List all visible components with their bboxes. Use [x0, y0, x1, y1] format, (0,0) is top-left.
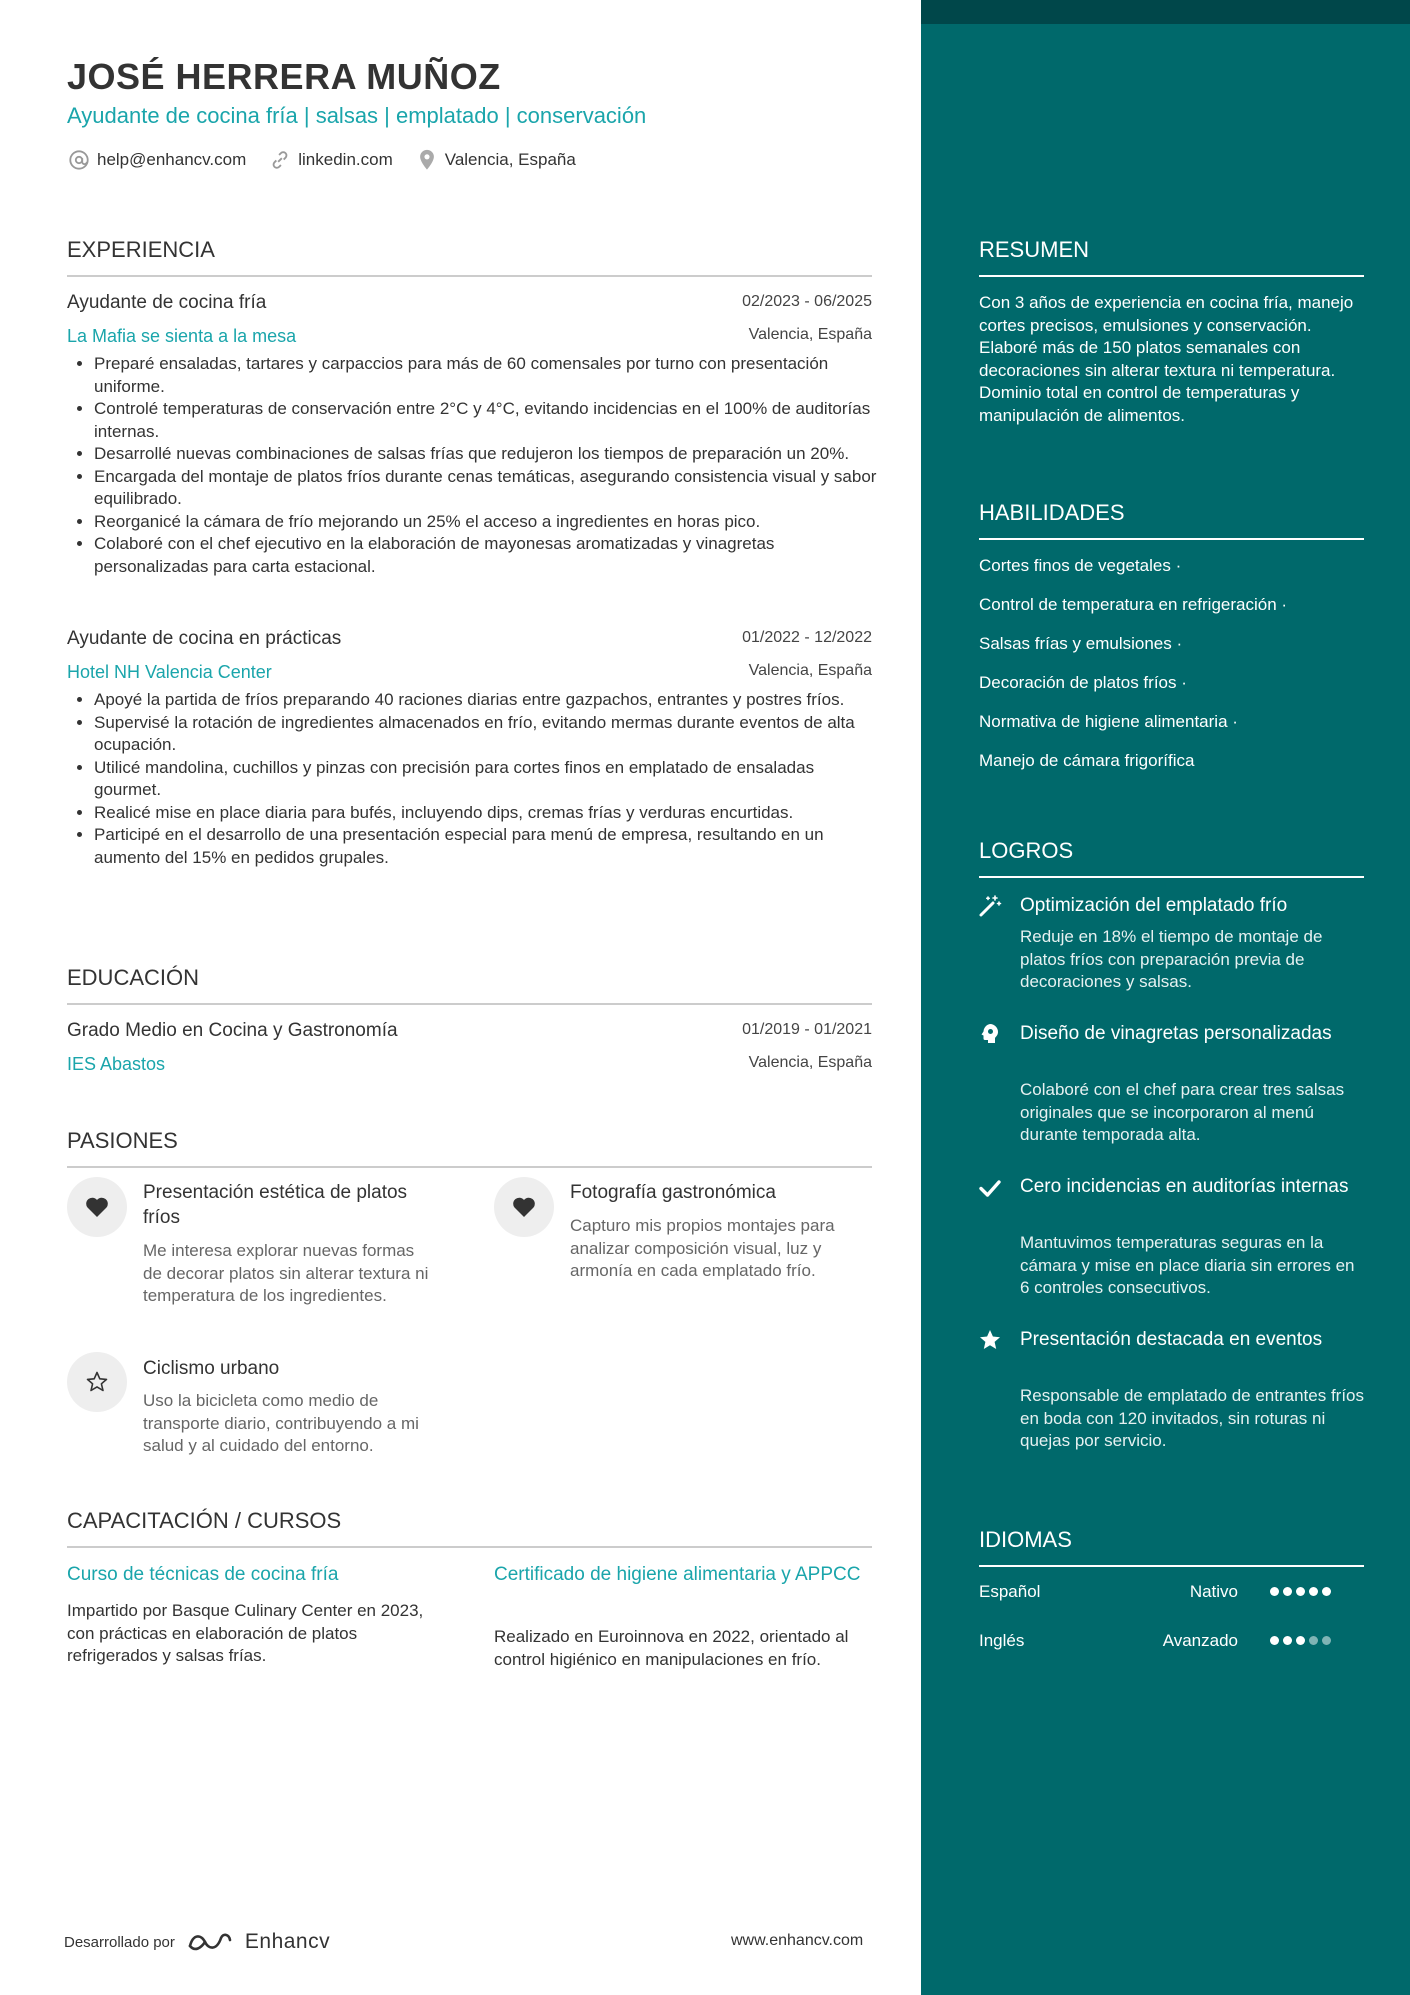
achievement-2-desc: Colaboré con el chef para crear tres salsas originales que se incorporaron al menú durante temporada alta. [1020, 1080, 1345, 1144]
list-item: • Supervisé la rotación de ingredientes almacenados en frío, evitando mermas durante eventos de alta ocupación. [94, 712, 877, 757]
at-icon [67, 148, 91, 172]
skill-item: Control de temperatura en refrigeración · [979, 595, 1288, 614]
passion-2-title: Fotografía gastronómica [570, 1182, 776, 1203]
rating-dot [1270, 1587, 1279, 1596]
passion-2-icon-wrap [494, 1177, 554, 1237]
language-2-level: Avanzado [1162, 1631, 1238, 1650]
passion-1-icon-wrap [67, 1177, 127, 1237]
list-item: • Controlé temperaturas de conservación entre 2°C y 4°C, evitando incidencias en el 100% de auditorías internas. [94, 398, 877, 443]
footer-powered-by: Desarrollado por [64, 1933, 175, 1951]
lightbulb-head-icon [977, 1021, 1003, 1047]
language-1-rating [1270, 1587, 1331, 1596]
languages-divider [979, 1565, 1364, 1567]
heart-icon [512, 1196, 536, 1218]
location-pin-icon [415, 148, 439, 172]
contact-bar [67, 148, 576, 172]
contact-email-text: help@enhancv.com [97, 150, 247, 169]
footer-branding [64, 1930, 330, 1954]
language-1-level: Nativo [1189, 1582, 1238, 1601]
skills-divider [979, 538, 1364, 540]
passion-3-title: Ciclismo urbano [143, 1358, 280, 1379]
list-item: • Colaboré con el chef ejecutivo en la elaboración de mayonesas aromatizadas y vinagretas personalizadas para carta estacional. [94, 533, 877, 578]
sidebar [921, 0, 1410, 1995]
skill-label: Salsas frías y emulsiones [979, 634, 1172, 653]
achievement-3-title: Cero incidencias en auditorías internas [1020, 1176, 1349, 1197]
contact-location-text: Valencia, España [444, 150, 576, 169]
rating-dot [1283, 1636, 1292, 1645]
skill-label: Control de temperatura en refrigeración [979, 595, 1277, 614]
skill-label: Decoración de platos fríos [979, 673, 1177, 692]
resume-headline: Ayudante de cocina fría | salsas | emplatado | conservación [67, 103, 647, 128]
list-item: • Utilicé mandolina, cuchillos y pinzas con precisión para cortes finos en emplatado de ensaladas gourmet. [94, 757, 877, 802]
list-item: • Participé en el desarrollo de una presentación especial para menú de empresa, resultando en un aumento del 15% en pedidos grupales. [94, 824, 877, 869]
achievement-2-title: Diseño de vinagretas personalizadas [1020, 1023, 1332, 1044]
achievement-3-desc: Mantuvimos temperaturas seguras en la cámara y mise en place diaria sin errores en 6 controles consecutivos. [1020, 1233, 1355, 1297]
skill-label: Cortes finos de vegetales [979, 556, 1171, 575]
magic-wand-icon [977, 893, 1003, 919]
list-item: • Encargada del montaje de platos fríos durante cenas temáticas, asegurando consistencia visual y sabor equilibrado. [94, 466, 877, 511]
education-divider [67, 1003, 872, 1005]
job-2-dates: 01/2022 - 12/2022 [742, 629, 872, 646]
skill-item: Normativa de higiene alimentaria · [979, 712, 1238, 731]
achievement-1-title: Optimización del emplatado frío [1020, 895, 1288, 916]
link-icon [268, 148, 292, 172]
list-item: • Reorganicé la cámara de frío mejorando un 25% el acceso a ingredientes en horas pico. [94, 511, 877, 534]
summary-text: Con 3 años de experiencia en cocina fría, manejo cortes precisos, emulsiones y conservación. Elaboré más de 150 platos semanales con decoraciones sin alterar textura ni temperatura. Dominio total en control de temperaturas y manipulación de alimentos. [979, 293, 1354, 425]
contact-location [415, 148, 576, 172]
passion-2-desc: Capturo mis propios montajes para analizar composición visual, luz y armonía en cada emplatado frío. [570, 1216, 835, 1280]
course-1-desc: Impartido por Basque Culinary Center en 2023, con prácticas en elaboración de platos refrigerados y salsas frías. [67, 1601, 424, 1665]
languages-heading: IDIOMAS [979, 1527, 1072, 1552]
heart-icon [85, 1196, 109, 1218]
list-item: • Preparé ensaladas, tartares y carpaccios para más de 60 comensales por turno con presentación uniforme. [94, 353, 877, 398]
education-heading: EDUCACIÓN [67, 965, 200, 990]
achievements-divider [979, 876, 1364, 878]
contact-website-text: linkedin.com [298, 150, 393, 169]
skill-item: Cortes finos de vegetales · [979, 556, 1182, 575]
course-1-title: Curso de técnicas de cocina fría [67, 1564, 339, 1585]
skill-label: Normativa de higiene alimentaria [979, 712, 1228, 731]
education-degree: Grado Medio en Cocina y Gastronomía [67, 1020, 398, 1041]
job-2-title: Ayudante de cocina en prácticas [67, 628, 342, 649]
passions-divider [67, 1166, 872, 1168]
skill-item [979, 751, 1194, 771]
contact-email[interactable] [67, 148, 246, 172]
list-item: • Desarrollé nuevas combinaciones de salsas frías que redujeron los tiempos de preparación un 20%. [94, 443, 877, 466]
course-2-title: Certificado de higiene alimentaria y APPCC [494, 1564, 861, 1585]
star-icon [977, 1327, 1003, 1353]
enhancv-logo-icon [187, 1930, 233, 1954]
job-2-bullets [67, 689, 877, 869]
job-1-bullets [67, 353, 877, 578]
passion-1-title: Presentación estética de platos fríos [143, 1182, 408, 1228]
job-1-company[interactable]: La Mafia se sienta a la mesa [67, 326, 297, 346]
contact-website[interactable] [268, 148, 393, 172]
star-icon [85, 1370, 109, 1394]
list-item: • Realicé mise en place diaria para bufés, incluyendo dips, cremas frías y verduras encurtidas. [94, 802, 877, 825]
achievement-4-desc: Responsable de emplatado de entrantes fríos en boda con 120 invitados, sin roturas ni quejas por servicio. [1020, 1386, 1365, 1450]
skill-item: Salsas frías y emulsiones · [979, 634, 1183, 653]
footer-url[interactable]: www.enhancv.com [731, 1932, 864, 1949]
resume-name: JOSÉ HERRERA MUÑOZ [67, 56, 501, 97]
check-icon [977, 1175, 1003, 1201]
summary-heading: RESUMEN [979, 237, 1090, 262]
rating-dot [1322, 1636, 1331, 1645]
footer-brand-name: Enhancv [244, 1930, 331, 1953]
job-1-location: Valencia, España [748, 326, 872, 343]
job-1-dates: 02/2023 - 06/2025 [742, 293, 872, 310]
passion-3-desc: Uso la bicicleta como medio de transporte diario, contribuyendo a mi salud y al cuidado del entorno. [143, 1391, 419, 1455]
education-location: Valencia, España [748, 1054, 872, 1071]
rating-dot [1322, 1587, 1331, 1596]
courses-heading: CAPACITACIÓN / CURSOS [67, 1508, 342, 1533]
achievements-heading: LOGROS [979, 838, 1074, 863]
achievement-4-title: Presentación destacada en eventos [1020, 1329, 1323, 1350]
rating-dot [1309, 1587, 1318, 1596]
course-2-desc: Realizado en Euroinnova en 2022, orientado al control higiénico en manipulaciones en frío. [494, 1627, 849, 1669]
experience-heading: EXPERIENCIA [67, 237, 215, 262]
courses-divider [67, 1546, 872, 1548]
summary-divider [979, 275, 1364, 277]
achievement-1-desc: Reduje en 18% el tiempo de montaje de platos fríos con preparación previa de decoraciones y salsas. [1020, 927, 1323, 991]
rating-dot [1283, 1587, 1292, 1596]
language-2-rating [1270, 1636, 1331, 1645]
passions-heading: PASIONES [67, 1128, 178, 1153]
rating-dot [1296, 1587, 1305, 1596]
rating-dot [1296, 1636, 1305, 1645]
experience-divider [67, 275, 872, 277]
passion-1-desc: Me interesa explorar nuevas formas de decorar platos sin alterar textura ni temperatura de los ingredientes. [143, 1241, 429, 1305]
skills-heading: HABILIDADES [979, 500, 1125, 525]
language-2-name: Inglés [979, 1631, 1025, 1650]
passion-3-icon-wrap [67, 1352, 127, 1412]
rating-dot [1309, 1636, 1318, 1645]
job-2-location: Valencia, España [748, 662, 872, 679]
language-1-name: Español [979, 1582, 1041, 1601]
education-school[interactable]: IES Abastos [67, 1054, 166, 1074]
list-item: • Apoyé la partida de fríos preparando 40 raciones diarias entre gazpachos, entrantes y postres fríos. [94, 689, 877, 712]
education-dates: 01/2019 - 01/2021 [742, 1021, 872, 1038]
job-2-company[interactable]: Hotel NH Valencia Center [67, 662, 272, 682]
job-1-title: Ayudante de cocina fría [67, 292, 267, 313]
sidebar-top-band [921, 0, 1410, 24]
rating-dot [1270, 1636, 1279, 1645]
skill-label: Manejo de cámara frigorífica [979, 751, 1195, 770]
skill-item: Decoración de platos fríos · [979, 673, 1187, 692]
